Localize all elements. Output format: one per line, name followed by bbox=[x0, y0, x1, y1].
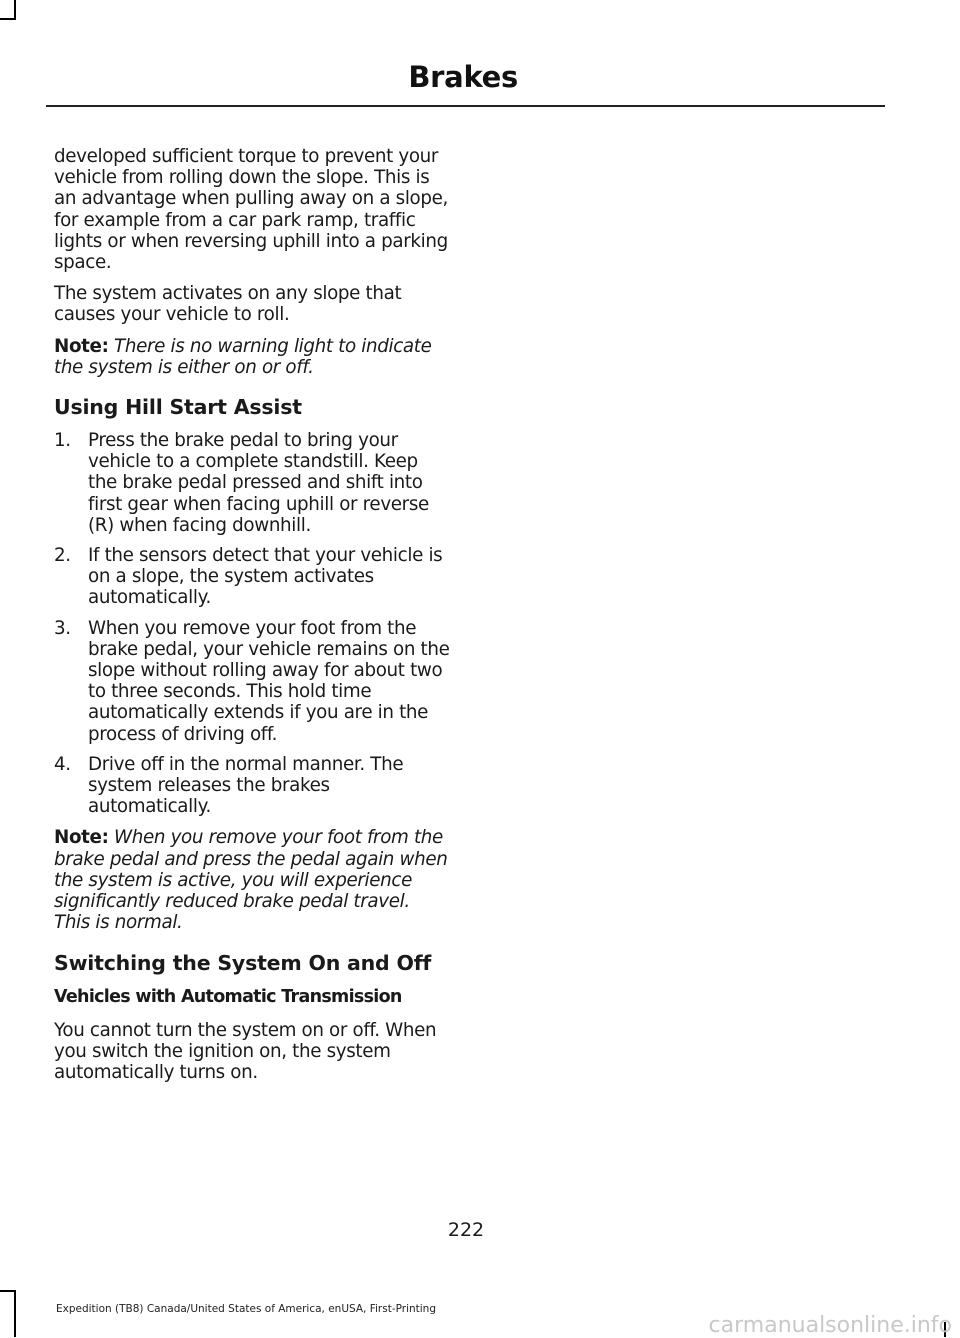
note-label: Note: bbox=[54, 335, 109, 357]
note-label: Note: bbox=[54, 827, 109, 849]
step-number: 2. bbox=[54, 545, 71, 567]
footer-text: Expedition (TB8) Canada/United States of America, enUSA, First-Printing bbox=[56, 1303, 437, 1315]
note-text: There is no warning light to indicate the system is either on or off. bbox=[54, 335, 432, 378]
crop-mark-bottom-left-horizontal bbox=[0, 1290, 16, 1292]
list-item bbox=[54, 430, 450, 536]
crop-mark-bottom-left-vertical bbox=[14, 1290, 16, 1337]
steps-list bbox=[54, 430, 450, 817]
note-text: When you remove your foot from the brake pedal and press the pedal again when the system is active, you will experience significantly reduced brake pedal travel. This is normal. bbox=[54, 827, 448, 934]
note-pedal-travel bbox=[54, 827, 450, 933]
watermark: carmanualsonline.info bbox=[708, 1313, 952, 1338]
page-title: Brakes bbox=[408, 60, 518, 94]
list-item bbox=[54, 545, 450, 609]
activation-paragraph: The system activates on any slope that causes your vehicle to roll. bbox=[54, 283, 402, 326]
step-text: When you remove your foot from the brake pedal, your vehicle remains on the slope without rolling away for about two to three seconds. This hold time automatically extends if you are in the process of driving off. bbox=[88, 617, 450, 745]
step-number: 4. bbox=[54, 753, 71, 775]
step-text: Press the brake pedal to bring your vehicle to a complete standstill. Keep the brake pedal pressed and shift into first gear when facing uphill or reverse (R) when facing downhill. bbox=[88, 430, 429, 536]
step-text: Drive off in the normal manner. The system releases the brakes automatically. bbox=[88, 753, 404, 818]
section-heading-switching-system: Switching the System On and Off bbox=[54, 950, 432, 975]
main-content bbox=[54, 146, 450, 1093]
header-divider bbox=[46, 105, 885, 107]
page-number: 222 bbox=[447, 1219, 485, 1241]
switching-paragraph: You cannot turn the system on or off. When you switch the ignition on, the system automatically turns on. bbox=[54, 1019, 437, 1083]
step-text: If the sensors detect that your vehicle is on a slope, the system activates automatically. bbox=[88, 545, 443, 609]
crop-mark-top-left-vertical bbox=[14, 0, 16, 20]
step-number: 1. bbox=[54, 430, 71, 452]
subheading-automatic-transmission: Vehicles with Automatic Transmission bbox=[54, 986, 402, 1007]
step-number: 3. bbox=[54, 617, 71, 639]
note-warning-light bbox=[54, 336, 450, 378]
list-item bbox=[54, 754, 450, 818]
crop-mark-top-left-horizontal bbox=[0, 18, 16, 20]
section-heading-using-hill-start-assist: Using Hill Start Assist bbox=[54, 395, 302, 420]
list-item bbox=[54, 618, 450, 745]
intro-paragraph: developed sufficient torque to prevent your vehicle from rolling down the slope. This is an advantage when pulling away on a slope, for example from a car park ramp, traffic lights or when reversing uphill into a parking space. bbox=[54, 146, 448, 274]
